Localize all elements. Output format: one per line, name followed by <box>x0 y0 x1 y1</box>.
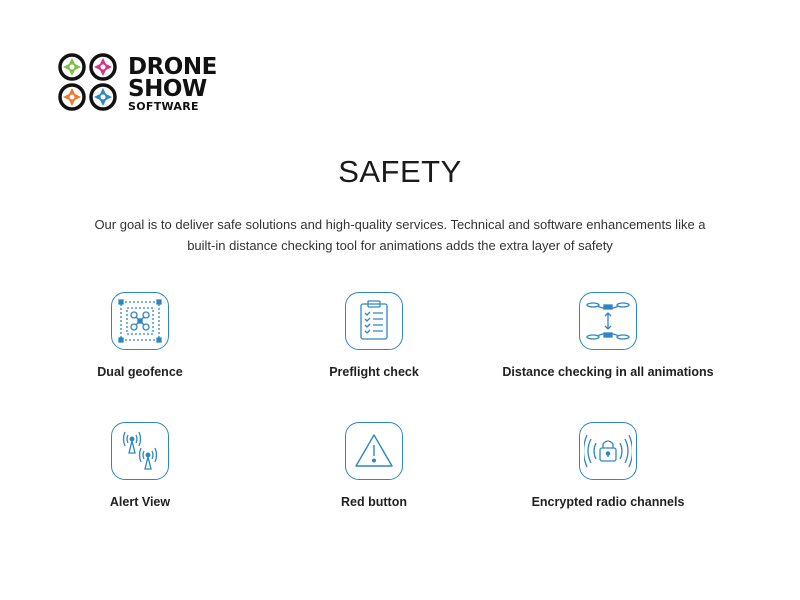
feature-label: Preflight check <box>329 365 419 379</box>
alert-antenna-icon <box>111 422 169 480</box>
intro-text: Our goal is to deliver safe solutions and high-quality services. Technical and software enhancements like a built-in distance checking tool for animations adds the extra layer of safety <box>94 217 706 253</box>
feature-dual-geofence <box>20 292 260 379</box>
logo-text <box>128 56 217 112</box>
encrypted-radio-icon <box>579 422 637 480</box>
logo-line-software: SOFTWARE <box>128 100 199 113</box>
feature-preflight-check <box>254 292 494 379</box>
feature-label: Dual geofence <box>97 365 183 379</box>
feature-label: Red button <box>341 495 407 509</box>
feature-red-button <box>254 422 494 509</box>
checklist-icon <box>345 292 403 350</box>
feature-label: Distance checking in all animations <box>502 365 714 379</box>
feature-alert-view <box>20 422 260 509</box>
feature-distance-checking <box>488 292 728 379</box>
distance-icon <box>579 292 637 350</box>
geofence-icon <box>111 292 169 350</box>
logo-line-show: SHOW <box>128 76 207 102</box>
page-title: SAFETY <box>338 154 462 189</box>
logo-line-drone: DRONE <box>128 54 217 80</box>
drone-logo-icon <box>55 52 127 114</box>
feature-label: Encrypted radio channels <box>531 495 685 509</box>
logo <box>55 52 225 114</box>
feature-encrypted-radio <box>488 422 728 509</box>
feature-label: Alert View <box>109 495 171 509</box>
warning-triangle-icon <box>345 422 403 480</box>
